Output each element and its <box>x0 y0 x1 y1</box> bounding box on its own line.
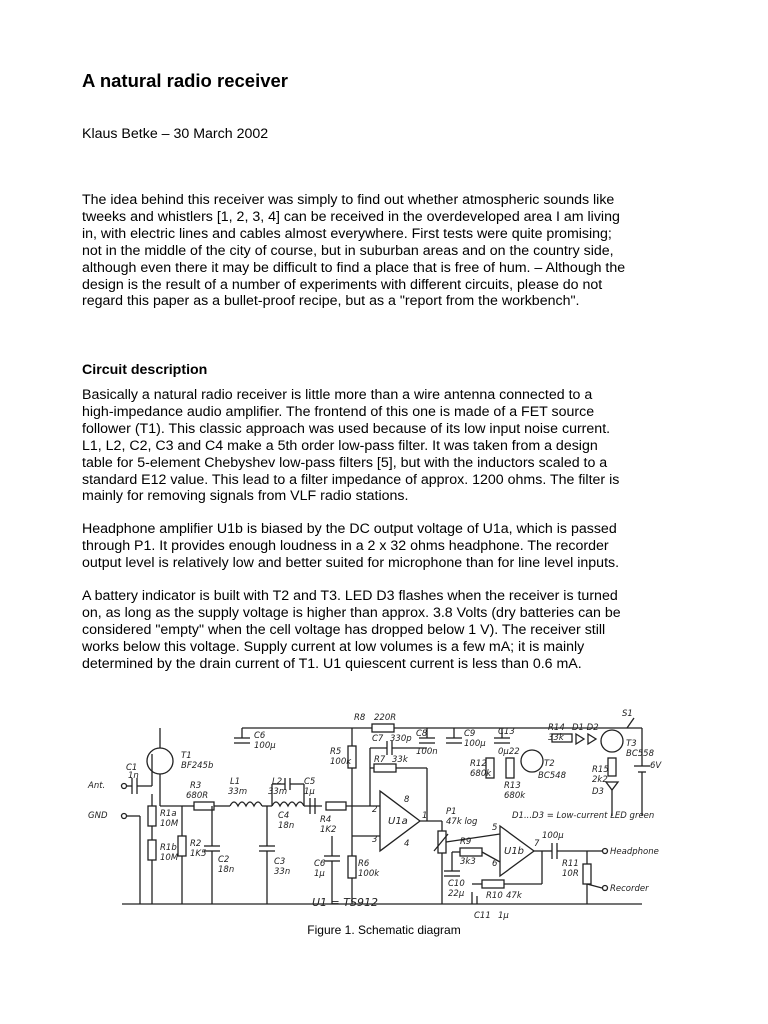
label-t1-type: BF245b <box>181 761 214 771</box>
label-c6-top: C6 <box>254 731 266 741</box>
label-r7: R7 <box>374 755 386 765</box>
recorder-jack <box>603 886 608 891</box>
text-line: mainly for removing signals from VLF radio stations. <box>82 488 409 505</box>
s1-switch <box>627 718 634 728</box>
label-r3: R3 <box>190 781 202 791</box>
label-r11: R11 <box>562 859 579 869</box>
label-r3-value: 680R <box>186 791 209 801</box>
text-line: high-impedance audio amplifier. The frontend of this one is made of a FET source <box>82 403 595 420</box>
pin-8-label: 8 <box>404 795 410 805</box>
label-c8: C8 <box>416 729 428 739</box>
r6-resistor <box>348 856 356 878</box>
label-u1a: U1a <box>388 816 408 827</box>
r1a-resistor <box>148 806 156 826</box>
pin-7-label: 7 <box>534 839 540 849</box>
label-c6-lower-value: 1µ <box>314 869 325 879</box>
text-line: L1, L2, C2, C3 and C4 make a 5th order low-pass filter. It was taken from a design <box>82 437 598 454</box>
label-c13: C13 <box>498 727 515 737</box>
label-r13: R13 <box>504 781 521 791</box>
label-d1-d2: D1 D2 <box>572 723 599 733</box>
label-u1b: U1b <box>504 846 525 857</box>
label-r6: R6 <box>358 859 370 869</box>
label-r6-value: 100k <box>358 869 380 879</box>
text-line: on, as long as the supply voltage is higher than approx. 3.8 Volts (dry batteries can be <box>82 604 621 621</box>
battery-paragraph <box>82 588 692 673</box>
text-line: design is the result of a number of experiments with different circuits, please do not <box>82 276 603 293</box>
label-r4-value: 1K2 <box>320 825 337 835</box>
pin-4-label: 4 <box>404 839 410 849</box>
headphone-paragraph <box>82 521 692 572</box>
text-line: works below this voltage. Supply current at low volumes is a few mA; it is mainly <box>82 638 585 655</box>
label-c4: C4 <box>278 811 290 821</box>
label-t1: T1 <box>181 751 192 761</box>
label-c13-value: 0µ22 <box>498 747 520 757</box>
label-t2-type: BC548 <box>538 771 566 781</box>
label-d3: D3 <box>592 787 604 797</box>
pin-2-label: 2 <box>372 805 378 815</box>
label-c3: C3 <box>274 857 286 867</box>
label-c5-value: 1µ <box>304 787 315 797</box>
r7-resistor <box>374 764 396 772</box>
r2-resistor <box>178 836 186 856</box>
text-line: in, with electric lines and cables almost everywhere. First tests were quite promising; <box>82 225 612 242</box>
label-c7: C7 <box>372 734 384 744</box>
t3-transistor <box>601 730 623 752</box>
text-line: Headphone amplifier U1b is biased by the DC output voltage of U1a, which is passed <box>82 521 617 537</box>
r10-resistor <box>482 880 504 888</box>
label-antenna: Ant. <box>88 781 106 791</box>
document-title: A natural radio receiver <box>82 70 288 91</box>
label-r1a: R1a <box>160 809 177 819</box>
label-c8-value: 100n <box>416 747 438 757</box>
t2-transistor <box>521 750 543 772</box>
pin-5-label: 5 <box>492 823 498 833</box>
text-line: table for 5-element Chebyshev low-pass filters [5], but with the inductors scaled to a <box>82 454 608 471</box>
label-r1b: R1b <box>160 843 177 853</box>
d1-diode <box>576 734 584 744</box>
label-r14: R14 <box>548 723 565 733</box>
text-line: not in the middle of the city of course, but in suburban areas and on the country side, <box>82 242 614 259</box>
r13-resistor <box>506 758 514 778</box>
label-r10: R10 <box>486 891 503 901</box>
r1b-resistor <box>148 840 156 860</box>
label-c10-value: 22µ <box>448 889 465 899</box>
label-t3-type: BC558 <box>626 749 654 759</box>
label-r13-value: 680k <box>504 791 526 801</box>
circuit-paragraph <box>82 387 692 505</box>
pin-6-label: 6 <box>492 859 498 869</box>
label-c2: C2 <box>218 855 230 865</box>
label-r14-value: 33k <box>548 733 564 743</box>
label-recorder: Recorder <box>610 884 649 894</box>
label-r1b-value: 10M <box>160 853 179 863</box>
section-heading: Circuit description <box>82 362 208 378</box>
antenna-terminal <box>122 784 127 789</box>
label-t3: T3 <box>626 739 637 749</box>
text-line: The idea behind this receiver was simply to find out whether atmospheric sounds like <box>82 192 615 208</box>
label-battery: 6V <box>650 761 662 771</box>
label-c1: C1 <box>126 763 138 773</box>
label-c5: C5 <box>304 777 316 787</box>
label-l1: L1 <box>230 777 241 787</box>
text-line: output level is relatively low and better suited for microphone than for line level inputs. <box>82 554 620 571</box>
label-r10-value: 47k <box>506 891 522 901</box>
label-c4-value: 18n <box>278 821 295 831</box>
t1-transistor <box>147 748 173 774</box>
r15-resistor <box>608 758 616 776</box>
text-line: follower (T1). This classic approach was used because of its low input noise current. <box>82 420 611 437</box>
r3-resistor <box>194 802 214 810</box>
r8-resistor <box>372 724 394 732</box>
label-t2: T2 <box>544 759 555 769</box>
schematic-diagram <box>82 706 678 924</box>
label-c11: C11 <box>474 911 491 921</box>
label-r8-value: 220R <box>374 713 397 723</box>
label-r12: R12 <box>470 759 487 769</box>
label-r5-value: 100k <box>330 757 352 767</box>
text-line: considered "empty" when the cell voltage has dropped below 1 V). The receiver still <box>82 621 606 638</box>
label-r4: R4 <box>320 815 332 825</box>
label-c9: C9 <box>464 729 476 739</box>
label-r11-value: 10R <box>562 869 579 879</box>
label-c10: C10 <box>448 879 465 889</box>
gnd-terminal <box>122 814 127 819</box>
label-c9-value: 100µ <box>464 739 486 749</box>
label-l2: L2 <box>272 777 283 787</box>
pin-1-label: 1 <box>422 811 428 821</box>
text-line: regard this paper as a bullet-proof recipe, but as a "report from the workbench". <box>82 293 580 310</box>
label-r2: R2 <box>190 839 202 849</box>
r11-resistor <box>583 864 591 884</box>
text-line: through P1. It provides enough loudness in a 2 x 32 ohms headphone. The recorder <box>82 537 609 554</box>
label-r5: R5 <box>330 747 342 757</box>
author-date: Klaus Betke – 30 March 2002 <box>82 126 269 142</box>
label-p1: P1 <box>446 807 457 817</box>
pin-3-label: 3 <box>372 835 378 845</box>
label-u1-type: U1 = TS912 <box>312 896 378 909</box>
label-r8: R8 <box>354 713 366 723</box>
label-c11-value: 1µ <box>498 911 509 921</box>
label-r15: R15 <box>592 765 609 775</box>
label-r9: R9 <box>460 837 472 847</box>
label-output-cap-value: 100µ <box>542 831 564 841</box>
d2-diode <box>588 734 596 744</box>
label-c6-top-value: 100µ <box>254 741 276 751</box>
d3-led <box>606 782 618 790</box>
label-c2-value: 18n <box>218 865 235 875</box>
label-c3-value: 33n <box>274 867 291 877</box>
label-s1: S1 <box>622 709 633 719</box>
text-line: determined by the drain current of T1. U1 quiescent current is less than 0.6 mA. <box>82 655 582 672</box>
text-line: A battery indicator is built with T2 and T3. LED D3 flashes when the receiver is turned <box>82 588 618 604</box>
l2-inductor <box>272 802 304 806</box>
label-gnd: GND <box>88 811 108 821</box>
label-headphone: Headphone <box>610 847 659 857</box>
label-r15-value: 2k2 <box>592 775 608 785</box>
l1-inductor <box>230 802 262 806</box>
text-line: standard E12 value. This lead to a filter impedance of approx. 1200 ohms. The filter is <box>82 471 620 488</box>
r9-resistor <box>460 848 482 856</box>
figure-caption: Figure 1. Schematic diagram <box>307 923 461 937</box>
label-r7-value: 33k <box>392 755 408 765</box>
headphone-jack <box>603 849 608 854</box>
r4-resistor <box>326 802 346 810</box>
label-p1-value: 47k log <box>446 817 478 827</box>
text-line: tweeks and whistlers [1, 2, 3, 4] can be received in the overdeveloped area I am living <box>82 208 620 225</box>
label-r9-value: 3k3 <box>460 857 476 867</box>
label-r2-value: 1K5 <box>190 849 207 859</box>
label-c6-lower: C6 <box>314 859 326 869</box>
label-r12-value: 680k <box>470 769 492 779</box>
label-l2-value: 33m <box>268 787 288 797</box>
label-l1-value: 33m <box>228 787 248 797</box>
text-line: although even there it may be difficult to find a place that is free of hum. – Although the <box>82 259 626 276</box>
intro-paragraph <box>82 192 692 310</box>
label-c7-value: 330p <box>390 734 412 744</box>
label-led-note: D1...D3 = Low-current LED green <box>512 811 655 821</box>
label-r1a-value: 10M <box>160 819 179 829</box>
label-c1-value: 1n <box>128 771 139 781</box>
text-line: Basically a natural radio receiver is little more than a wire antenna connected to a <box>82 387 593 403</box>
